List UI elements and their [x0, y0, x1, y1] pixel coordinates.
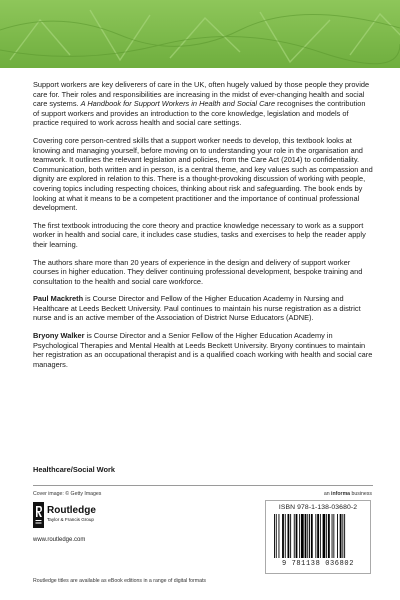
informa-prefix: an [323, 491, 332, 497]
informa-suffix: business [350, 491, 372, 497]
intro-text-a: Support workers are key deliverers of care in the UK, often hugely valued by those people they provide care for. Their roles and responsibilities are increasing in the midst of ever-changing health and social care systems. [33, 80, 370, 109]
routledge-logo-icon [33, 502, 44, 528]
barcode-digits: 9 781138 036802 [281, 560, 354, 568]
isbn-barcode [265, 500, 371, 574]
publisher-website: www.routledge.com [33, 537, 86, 543]
divider-line [33, 485, 373, 486]
intro-text-b: recognises the contribution of support workers and provides an introduction to the core knowledge, legislation and models of practice required to work across health and social care settings. [33, 99, 366, 128]
author-name-bryony: Bryony Walker [33, 331, 85, 341]
informa-brand: informa [331, 491, 351, 497]
band-pattern-icon [0, 0, 400, 68]
author-bio-bryony [33, 331, 373, 369]
author-bio-bryony-text: is Course Director and a Senior Fellow of the Higher Education Academy in Psychological Therapies and Mental Health at Leeds Beckett University. Bryony continues to maintain her registration as an occupational therapist and is a qualified coach working with health and social care managers. [33, 331, 373, 369]
back-cover-text [33, 80, 373, 377]
book-title-italic: A Handbook for Support Workers in Health and Social Care [80, 99, 276, 109]
routledge-logo [33, 502, 143, 532]
author-bio-paul [33, 294, 373, 323]
informa-business [324, 491, 372, 497]
ebook-note: Routledge titles are available as eBook editions in a range of digital formats [33, 578, 207, 584]
cover-credit: Cover image: © Getty Images [33, 491, 102, 497]
publisher-group: Taylor & Francis Group [47, 517, 94, 522]
authors-paragraph: The authors share more than 20 years of experience in the design and delivery of support worker courses in higher education. They deliver continuing professional development, bespoke training and consultation to the health and social care workforce. [33, 257, 363, 286]
top-green-band [0, 0, 400, 68]
coverage-paragraph: Covering core person-centred skills that a support worker needs to develop, this textbook looks at knowing and managing yourself, before moving on to understanding your role in the organisation and teamwork. It outlines the relevant legislation and policies, from the Care Act (2014) to confidentiality. Communication, both written and in person, is a central theme, and key values such as compassion and dignity are explored in relation to this. There is a thought-provoking discussion of working with people, covering topics including respecting choices, thinking about risk and safeguarding. The book ends by looking at what it means to be a competent practitioner and the importance of continual professional development. [33, 135, 373, 213]
author-name-paul: Paul Mackreth [33, 294, 84, 304]
subject-category: Healthcare/Social Work [33, 465, 116, 474]
author-bio-paul-text: is Course Director and Fellow of the Higher Education Academy in Nursing and Healthcare at Leeds Beckett University. Paul continues to maintain his nurse registration as a district nurse and is an active member of the Association of District Nurse Educators (ADNE). [33, 294, 361, 323]
publisher-name: Routledge [47, 505, 96, 516]
barcode-icon [272, 514, 364, 560]
intro-paragraph [33, 80, 373, 128]
isbn-number: ISBN 978-1-138-03680-2 [278, 504, 358, 511]
first-textbook-paragraph: The first textbook introducing the core theory and practice knowledge necessary to work as a support worker in health and social care, it includes case studies, tasks and exercises to help the reader apply their learning. [33, 220, 366, 249]
